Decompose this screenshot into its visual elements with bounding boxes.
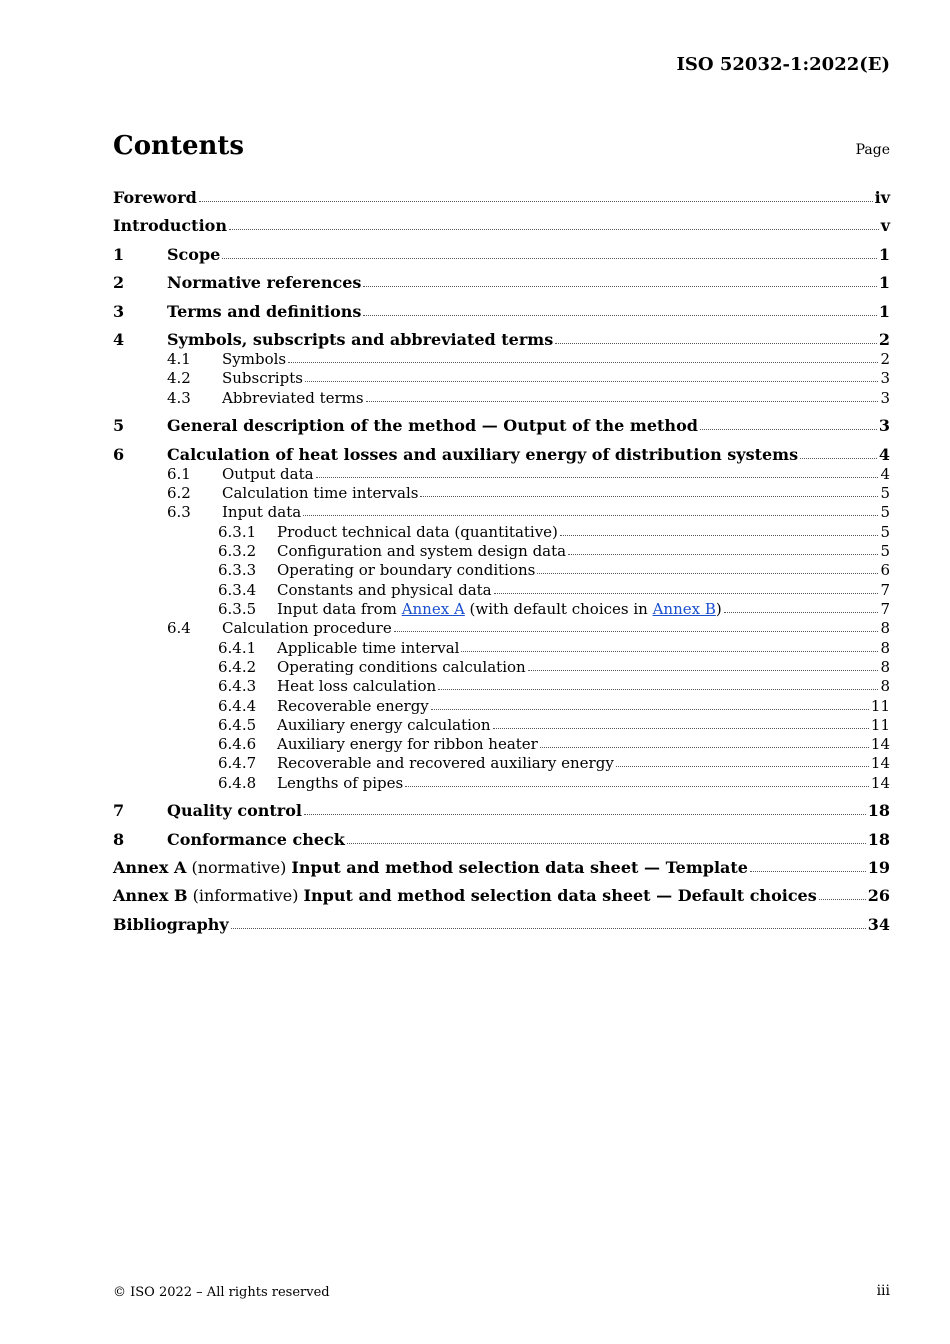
toc-entry-page: 14 xyxy=(870,735,890,753)
toc-entry-operating-conditions[interactable] xyxy=(113,557,890,579)
toc-entry-pipe-lengths[interactable] xyxy=(113,770,890,792)
toc-entry-calculation-procedure[interactable] xyxy=(113,615,890,637)
dot-leader xyxy=(700,429,877,430)
toc-entry-title: Configuration and system design data xyxy=(277,542,567,560)
toc-entry-title xyxy=(113,858,748,877)
annex-kind: (normative) xyxy=(186,858,292,877)
dot-leader xyxy=(537,573,878,574)
toc-entry-page: 2 xyxy=(880,350,890,368)
toc-entry-number: 6.4.7 xyxy=(218,754,257,772)
dot-leader xyxy=(394,631,879,632)
toc-entry-bibliography[interactable] xyxy=(113,912,890,934)
toc-entry-number: 6.3.2 xyxy=(218,542,257,560)
dot-leader xyxy=(303,515,878,516)
toc-entry-title: Output data xyxy=(222,465,314,483)
dot-leader xyxy=(555,343,877,344)
annex-label: Annex B xyxy=(113,886,188,905)
title-text: (with default choices in xyxy=(464,600,653,618)
page-number: iii xyxy=(876,1283,890,1299)
toc-entry-number: 6.4.2 xyxy=(218,658,257,676)
dot-leader xyxy=(231,928,866,929)
toc-entry-heat-loss[interactable] xyxy=(113,673,890,695)
toc-entry-general-description[interactable] xyxy=(113,413,890,435)
toc-entry-page: 6 xyxy=(880,561,890,579)
toc-entry-title: Constants and physical data xyxy=(277,581,492,599)
toc-entry-abbreviated-terms[interactable] xyxy=(113,385,890,407)
dot-leader xyxy=(405,786,869,787)
toc-entry-title: Input data xyxy=(222,503,302,521)
toc-entry-number: 4.2 xyxy=(167,369,191,387)
dot-leader xyxy=(347,843,866,844)
toc-entry-annex-b[interactable] xyxy=(113,883,890,905)
page-title: Contents xyxy=(113,131,245,161)
toc-entry-number: 6 xyxy=(113,445,125,464)
toc-entry-foreword[interactable] xyxy=(113,185,890,207)
title-text: Input data from xyxy=(277,600,402,618)
toc-entry-title: Calculation of heat losses and auxiliary energy of distribution systems xyxy=(167,445,799,464)
toc-entry-number: 6.4.3 xyxy=(218,677,257,695)
toc-entry-number: 8 xyxy=(113,830,125,849)
dot-leader xyxy=(560,535,879,536)
toc-entry-title xyxy=(113,886,817,905)
toc-entry-page: iv xyxy=(874,188,890,207)
dot-leader xyxy=(461,651,878,652)
title-text: ) xyxy=(715,600,722,618)
document-id: ISO 52032-1:2022(E) xyxy=(676,54,890,75)
toc-entry-page: 3 xyxy=(880,369,890,387)
dot-leader xyxy=(316,477,879,478)
toc-entry-title: Lengths of pipes xyxy=(277,774,404,792)
toc-entry-number: 6.3.5 xyxy=(218,600,257,618)
toc-entry-page: 14 xyxy=(870,774,890,792)
toc-entry-annex-a[interactable] xyxy=(113,855,890,877)
toc-entry-number: 6.1 xyxy=(167,465,191,483)
toc-entry-page: 11 xyxy=(870,697,890,715)
toc-entry-page: 3 xyxy=(880,389,890,407)
toc-entry-title: Applicable time interval xyxy=(277,639,460,657)
toc-entry-title: Abbreviated terms xyxy=(222,389,364,407)
toc-entry-title: Foreword xyxy=(113,188,197,207)
toc-entry-page: 18 xyxy=(867,830,890,849)
toc-entry-title: Product technical data (quantitative) xyxy=(277,523,558,541)
toc-entry-page: 18 xyxy=(867,801,890,820)
toc-entry-number: 6.4.5 xyxy=(218,716,257,734)
toc-entry-number: 4 xyxy=(113,330,125,349)
dot-leader xyxy=(420,496,878,497)
toc-entry-number: 2 xyxy=(113,273,125,292)
toc-entry-terms-definitions[interactable] xyxy=(113,299,890,321)
toc-entry-scope[interactable] xyxy=(113,242,890,264)
toc-entry-title: Terms and definitions xyxy=(167,302,362,321)
toc-entry-page: 4 xyxy=(880,465,890,483)
toc-entry-page: 1 xyxy=(878,273,890,292)
toc-entry-title: Scope xyxy=(167,245,221,264)
toc-entry-page: 7 xyxy=(880,581,890,599)
dot-leader xyxy=(438,689,878,690)
toc-entry-number: 6.4.1 xyxy=(218,639,257,657)
dot-leader xyxy=(288,362,878,363)
toc-entry-page: 5 xyxy=(880,503,890,521)
dot-leader xyxy=(819,899,866,900)
toc-entry-title: Normative references xyxy=(167,273,362,292)
toc-entry-title: Subscripts xyxy=(222,369,303,387)
toc-entry-title: General description of the method — Output of the method xyxy=(167,416,698,435)
toc-entry-subscripts[interactable] xyxy=(113,365,890,387)
toc-entry-number: 7 xyxy=(113,801,125,820)
toc-entry-number: 4.1 xyxy=(167,350,191,368)
annex-title: Input and method selection data sheet — Default choices xyxy=(303,886,817,905)
annex-label: Annex A xyxy=(113,858,187,877)
dot-leader xyxy=(724,612,879,613)
toc-entry-number: 1 xyxy=(113,245,125,264)
toc-entry-page: 8 xyxy=(880,639,890,657)
toc-entry-page: 5 xyxy=(880,542,890,560)
toc-entry-page: 1 xyxy=(878,302,890,321)
toc-entry-page: 3 xyxy=(878,416,890,435)
toc-entry-title: Operating or boundary conditions xyxy=(277,561,536,579)
toc-entry-number: 6.4.8 xyxy=(218,774,257,792)
toc-entry-page: 8 xyxy=(880,677,890,695)
toc-entry-quality-control[interactable] xyxy=(113,798,890,820)
dot-leader xyxy=(431,709,869,710)
toc-entry-title: Calculation time intervals xyxy=(222,484,419,502)
toc-entry-number: 6.4.6 xyxy=(218,735,257,753)
toc-entry-page: 5 xyxy=(880,484,890,502)
annex-a-link[interactable]: Annex A xyxy=(401,600,465,618)
page-column-label: Page xyxy=(855,142,890,158)
toc-entry-page: 4 xyxy=(878,445,890,464)
toc-entry-title: Calculation procedure xyxy=(222,619,392,637)
annex-kind: (informative) xyxy=(187,886,304,905)
dot-leader xyxy=(222,258,877,259)
annex-b-link[interactable]: Annex B xyxy=(652,600,716,618)
dot-leader xyxy=(540,747,869,748)
toc-entry-number: 5 xyxy=(113,416,125,435)
dot-leader xyxy=(528,670,879,671)
toc-entry-normative-references[interactable] xyxy=(113,270,890,292)
dot-leader xyxy=(366,401,879,402)
toc-entry-page: 11 xyxy=(870,716,890,734)
toc-entry-number: 6.3.1 xyxy=(218,523,257,541)
annex-title: Input and method selection data sheet — Template xyxy=(291,858,748,877)
toc-entry-page: 34 xyxy=(867,915,890,934)
dot-leader xyxy=(363,315,876,316)
dot-leader xyxy=(363,286,876,287)
toc-entry-input-data[interactable] xyxy=(113,499,890,521)
toc-entry-number: 4.3 xyxy=(167,389,191,407)
toc-entry-page: 26 xyxy=(867,886,890,905)
toc-entry-page: v xyxy=(880,216,890,235)
toc-entry-page: 7 xyxy=(880,600,890,618)
toc-entry-page: 8 xyxy=(880,619,890,637)
toc-entry-title: Quality control xyxy=(167,801,302,820)
toc-entry-recovered-auxiliary[interactable] xyxy=(113,750,890,772)
toc-entry-title: Operating conditions calculation xyxy=(277,658,526,676)
dot-leader xyxy=(199,201,873,202)
toc-entry-number: 6.4.4 xyxy=(218,697,257,715)
toc-entry-title: Symbols, subscripts and abbreviated terms xyxy=(167,330,554,349)
dot-leader xyxy=(800,458,877,459)
toc-entry-number: 3 xyxy=(113,302,125,321)
dot-leader xyxy=(568,554,878,555)
toc-entry-title: Recoverable energy xyxy=(277,697,429,715)
toc-entry-number: 6.2 xyxy=(167,484,191,502)
toc-entry-page: 5 xyxy=(880,523,890,541)
toc-entry-page: 8 xyxy=(880,658,890,676)
dot-leader xyxy=(304,814,866,815)
dot-leader xyxy=(305,381,879,382)
dot-leader xyxy=(229,229,879,230)
toc-entry-number: 6.4 xyxy=(167,619,191,637)
toc-entry-page: 19 xyxy=(867,858,890,877)
dot-leader xyxy=(494,593,879,594)
toc-entry-title: Bibliography xyxy=(113,915,229,934)
toc-entry-title: Heat loss calculation xyxy=(277,677,437,695)
toc-entry-title: Conformance check xyxy=(167,830,345,849)
toc-entry-title: Recoverable and recovered auxiliary energy xyxy=(277,754,614,772)
toc-entry-number: 6.3.3 xyxy=(218,561,257,579)
toc-entry-number: 6.3.4 xyxy=(218,581,257,599)
copyright-notice: © ISO 2022 – All rights reserved xyxy=(113,1285,330,1300)
toc-entry-title: Auxiliary energy calculation xyxy=(277,716,491,734)
toc-entry-title: Symbols xyxy=(222,350,287,368)
toc-entry-title: Introduction xyxy=(113,216,227,235)
toc-entry-page: 1 xyxy=(878,245,890,264)
toc-entry-introduction[interactable] xyxy=(113,213,890,235)
dot-leader xyxy=(750,871,866,872)
toc-entry-page: 2 xyxy=(878,330,890,349)
dot-leader xyxy=(493,728,869,729)
toc-entry-page: 14 xyxy=(870,754,890,772)
toc-entry-number: 6.3 xyxy=(167,503,191,521)
toc-entry-title: Auxiliary energy for ribbon heater xyxy=(277,735,538,753)
toc-entry-conformance-check[interactable] xyxy=(113,827,890,849)
dot-leader xyxy=(616,766,869,767)
